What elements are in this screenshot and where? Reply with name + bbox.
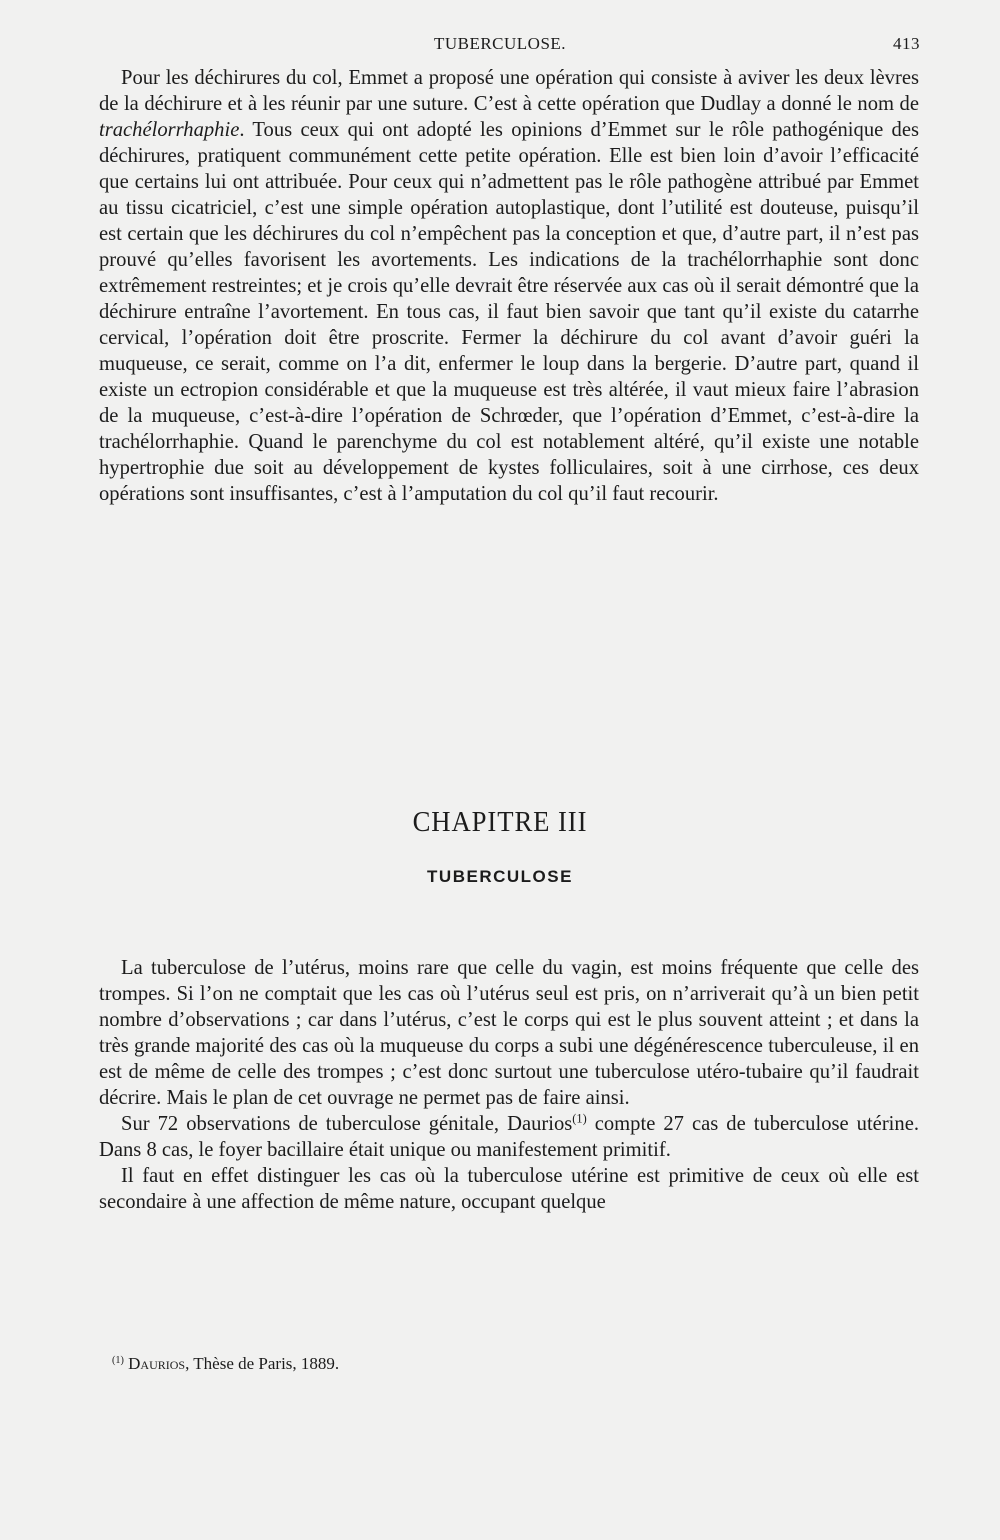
text-block-2 — [99, 955, 919, 1215]
footnote-marker: (1) — [112, 1354, 124, 1366]
footnote-author: Daurios — [128, 1354, 186, 1373]
paragraph-text: Sur 72 observations de tuberculose génitale, Daurios — [121, 1113, 573, 1135]
paragraph: La tuberculose de l’utérus, moins rare que celle du vagin, est moins fréquente que celle des trompes. Si l’on ne comptait que les cas où l’utérus seul est pris, on n’arriverait qu’à un bien petit nombre d’observations ; car dans l’utérus, c’est le corps qui est le plus souvent atteint ; et dans la très grande majorité des cas où la muqueuse du corps a subi une dégénérescence tuberculeuse, il en est de même de celle des trompes ; c’est donc surtout une tuberculose utéro-tubaire qu’il faudrait décrire. Mais le plan de cet ouvrage ne permet pas de faire ainsi. — [99, 957, 919, 1109]
chapter-title: CHAPITRE III — [412, 806, 588, 838]
italic-term: trachélorrhaphie — [99, 119, 240, 141]
footnote — [112, 1354, 339, 1374]
footnote-reference: (1) — [572, 1111, 587, 1126]
paragraph-text: . Tous ceux qui ont adopté les opinions d’Emmet sur le rôle pathogénique des déchirures, pratiquent communément cette petite opération. Elle est bien loin d’avoir l’efficacité que certains lui ont attribuée. Pour ceux qui n’admettent pas le rôle pathogène attribué par Emmet au tissu cicatriciel, c’est une simple opération autoplastique, dont l’utilité est douteuse, puisqu’il est certain que les déchirures du col n’empêchent pas la conception et que, d’autre part, il n’est pas prouvé qu’elles favorisent les avortements. Les indications de la trachélorrhaphie sont donc extrêmement restreintes; et je crois qu’elle devrait être réservée aux cas où il serait démontré que la déchirure entraîne l’avortement. En tous cas, il faut bien savoir que tant qu’il existe du catarrhe cervical, l’opération doit être proscrite. Fermer la déchirure du col avant d’avoir guéri la muqueuse, ce serait, comme on l’a dit, enfermer le loup dans la bergerie. D’autre part, quand il existe un ectropion considérable et que la muqueuse est très altérée, il vaut mieux faire l’abrasion de la muqueuse, c’est-à-dire l’opération de Schrœder, que l’opération d’Emmet, c’est-à-dire la trachélorrhaphie. Quand le parenchyme du col est notablement altéré, qu’il existe une notable hypertrophie due soit au développement de kystes folliculaires, soit à une cirrhose, ces deux opérations sont insuffisantes, c’est à l’amputation du col qu’il faut recourir. — [99, 119, 919, 505]
running-header — [0, 34, 1000, 58]
paragraph: Il faut en effet distinguer les cas où la tuberculose utérine est primitive de ceux où elle est secondaire à une affection de même nature, occupant quelque — [99, 1165, 919, 1213]
paragraph-text: compte 27 cas de tuberculose utérine. Dans 8 cas, le foyer bacillaire était unique ou manifestement primitif. — [99, 1113, 919, 1161]
paragraph — [99, 65, 919, 507]
page-number: 413 — [893, 34, 920, 53]
text-block-1 — [99, 65, 919, 507]
running-title: TUBERCULOSE. — [433, 34, 567, 53]
paragraph — [99, 1111, 919, 1163]
chapter-subtitle: TUBERCULOSE — [427, 867, 573, 886]
paragraph-text: Pour les déchirures du col, Emmet a proposé une opération qui consiste à aviver les deux lèvres de la déchirure et à les réunir par une suture. C’est à cette opération que Dudlay a donné le nom de — [99, 67, 919, 115]
footnote-text: , Thèse de Paris, 1889. — [185, 1354, 340, 1373]
